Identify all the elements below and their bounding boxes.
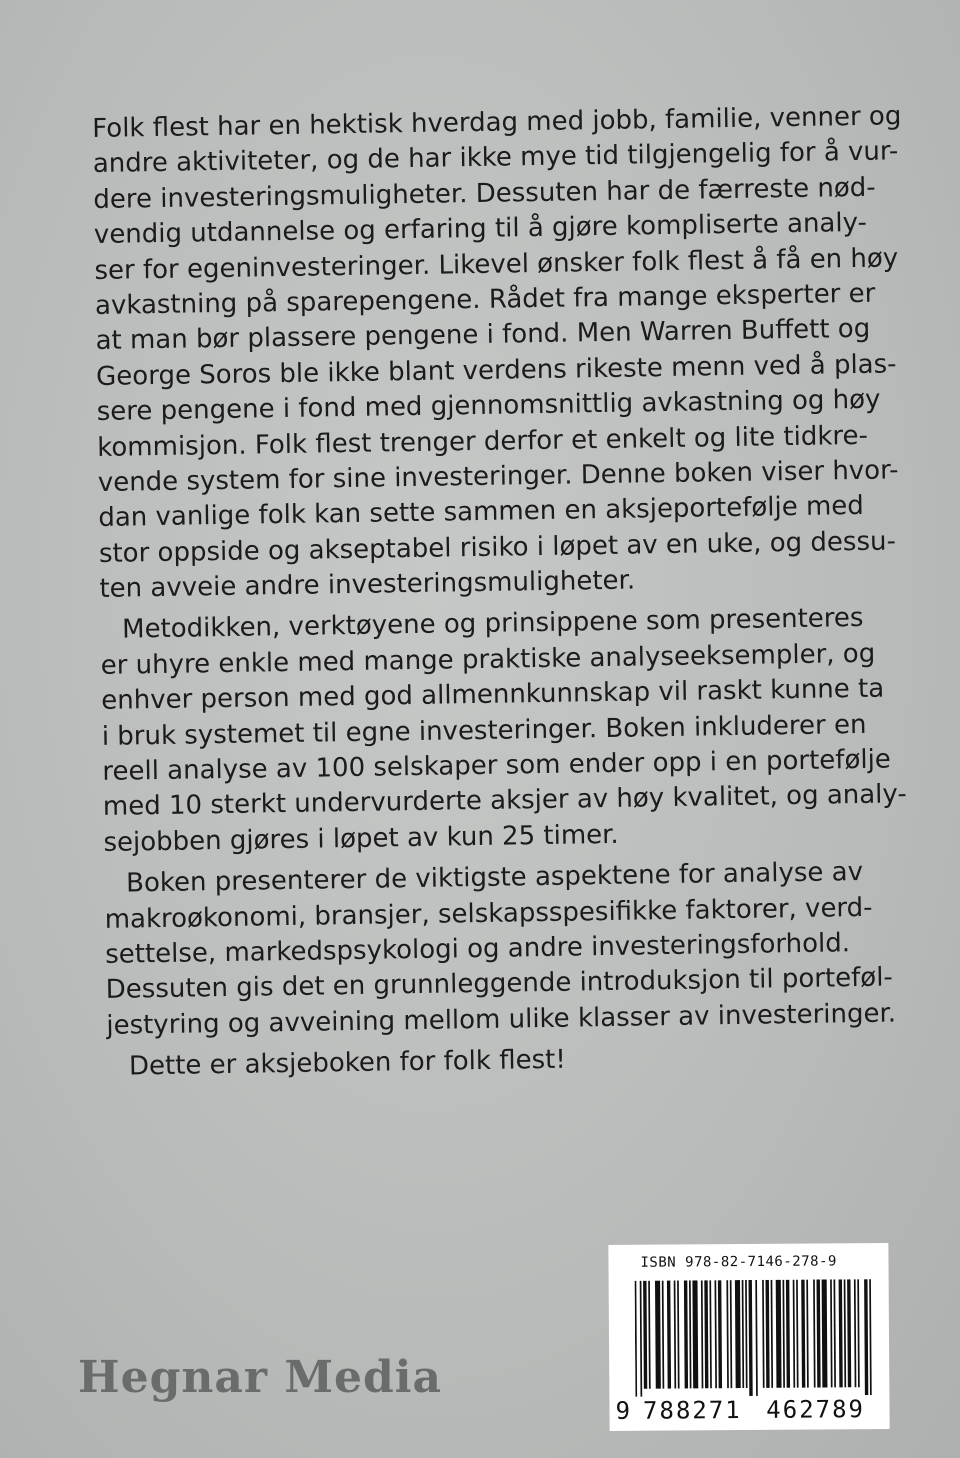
barcode-bar <box>643 1281 647 1389</box>
barcode-bar <box>662 1281 664 1389</box>
barcode-bar <box>745 1280 747 1388</box>
blurb-line: avkastning på sparepengene. Rådet fra mange eksperter er <box>94 278 876 321</box>
barcode-bar <box>677 1280 679 1388</box>
barcode-bar <box>844 1279 846 1387</box>
barcode-bar <box>776 1280 782 1388</box>
blurb-line: ten avveie andre investeringsmuligheter. <box>99 565 636 605</box>
barcode-bar <box>715 1280 717 1388</box>
blurb-line: vendig utdannelse og erfaring til å gjøre kompliserte analy- <box>93 208 868 251</box>
barcode-bar <box>822 1279 828 1387</box>
blurb-line: Dessuten gis det en grunnleggende introduksjon til porteføl- <box>105 962 894 1006</box>
barcode-bar <box>689 1280 691 1388</box>
barcode-bar <box>839 1279 843 1387</box>
blurb-line: Metodikken, verktøyene og prinsippene som presenteres <box>121 603 864 646</box>
blurb-line: med 10 sterkt undervurderte aksjer av høy kvalitet, og analy- <box>102 779 907 823</box>
barcode-bar <box>801 1280 805 1388</box>
blurb-line: George Soros ble ikke blant verdens rikeste menn ved å plas- <box>95 349 897 392</box>
barcode-bar <box>718 1280 722 1388</box>
blurb-line: reell analyse av 100 selskaper som ender opp i en portefølje <box>102 744 892 787</box>
barcode-bar <box>762 1280 764 1388</box>
barcode-bar <box>667 1281 671 1389</box>
barcode-bar <box>817 1280 821 1388</box>
barcode-digit-first: 9 <box>615 1396 631 1425</box>
barcode-bars <box>635 1279 874 1397</box>
barcode-bar <box>726 1280 728 1388</box>
barcode-bar <box>735 1280 741 1388</box>
barcode-bar <box>783 1280 785 1388</box>
blurb-line: kommisjon. Folk flest trenger derfor et enkelt og lite tidkre- <box>97 420 869 463</box>
barcode-bar <box>655 1281 661 1389</box>
barcode-bar <box>786 1280 790 1388</box>
barcode-digits <box>615 1395 881 1425</box>
blurb-line: Folk flest har en hektisk hverdag med jobb, familie, venner og <box>92 101 902 144</box>
barcode-bar <box>692 1280 698 1388</box>
barcode-bar <box>796 1280 798 1388</box>
barcode-bar <box>648 1281 650 1389</box>
isbn-label: ISBN 978-82-7146-278-9 <box>640 1253 837 1271</box>
blurb-line: vende system for sine investeringer. Denne boken viser hvor- <box>97 455 899 498</box>
barcode-bar <box>771 1280 773 1388</box>
barcode-bar <box>635 1281 638 1397</box>
blurb-line: sere pengene i fond med gjennomsnittlig avkastning og høy <box>96 384 881 428</box>
barcode-bar <box>813 1280 815 1388</box>
barcode-bar <box>742 1280 744 1388</box>
barcode-bar <box>847 1279 851 1387</box>
barcode-bar <box>749 1280 753 1396</box>
barcode-bar <box>864 1279 868 1395</box>
blurb-line: i bruk systemet til egne investeringer. Boken inkluderer en <box>101 709 867 752</box>
barcode-bar <box>730 1280 732 1388</box>
blurb-line: stor oppside og akseptabel risiko i løpet av en uke, og dessu- <box>98 526 897 569</box>
barcode-bar <box>834 1279 836 1387</box>
barcode-bar <box>766 1280 770 1388</box>
barcode-bar <box>806 1280 808 1388</box>
barcode-bar <box>674 1281 676 1389</box>
barcode-digit-group-1: 788271 <box>642 1396 742 1425</box>
barcode-bar <box>684 1280 688 1388</box>
barcode-bar <box>704 1280 708 1388</box>
barcode-digit-group-2: 462789 <box>766 1395 866 1424</box>
publisher-logo: Hegnar Media <box>78 1352 443 1403</box>
blurb-line: settelse, markedspsykologi og andre investeringsforhold. <box>105 928 851 970</box>
barcode-bar <box>793 1280 795 1388</box>
isbn-barcode <box>608 1243 889 1431</box>
blurb-line: jestyring og avveining mellom ulike klasser av investeringer. <box>106 998 897 1041</box>
blurb-tagline: Dette er aksjeboken for folk flest! <box>128 1044 566 1082</box>
blurb-line: dan vanlige folk kan sette sammen en aksjeportefølje med <box>98 491 865 534</box>
blurb-line: dere investeringsmuligheter. Dessuten har de færreste nød- <box>93 172 876 215</box>
barcode-bar <box>830 1279 832 1387</box>
barcode-bar <box>709 1280 711 1388</box>
barcode-bar <box>640 1281 643 1397</box>
blurb-line: makroøkonomi, bransjer, selskapsspesifikke faktorer, verd- <box>104 892 873 935</box>
blurb-line: andre aktiviteter, og de har ikke mye tid tilgjengelig for å vur- <box>92 136 899 180</box>
blurb-line: enhver person med god allmennkunnskap vil raskt kunne ta <box>101 673 885 717</box>
blurb-text <box>92 100 907 1086</box>
blurb-line: Boken presenterer de viktigste aspektene for analyse av <box>125 857 864 899</box>
barcode-bar <box>701 1280 703 1388</box>
barcode-bar <box>755 1280 758 1396</box>
blurb-line: sejobben gjøres i løpet av kun 25 timer. <box>103 819 619 858</box>
barcode-bar <box>857 1279 859 1387</box>
blurb-line: at man bør plassere pengene i fond. Men Warren Buffett og <box>95 314 871 357</box>
blurb-line: er uhyre enkle med mange praktiske analyseeksempler, og <box>100 638 876 681</box>
barcode-bar <box>854 1279 856 1387</box>
blurb-line: ser for egeninvesteringer. Likevel ønsker folk flest å få en høy <box>94 242 899 286</box>
barcode-bar <box>869 1279 872 1395</box>
